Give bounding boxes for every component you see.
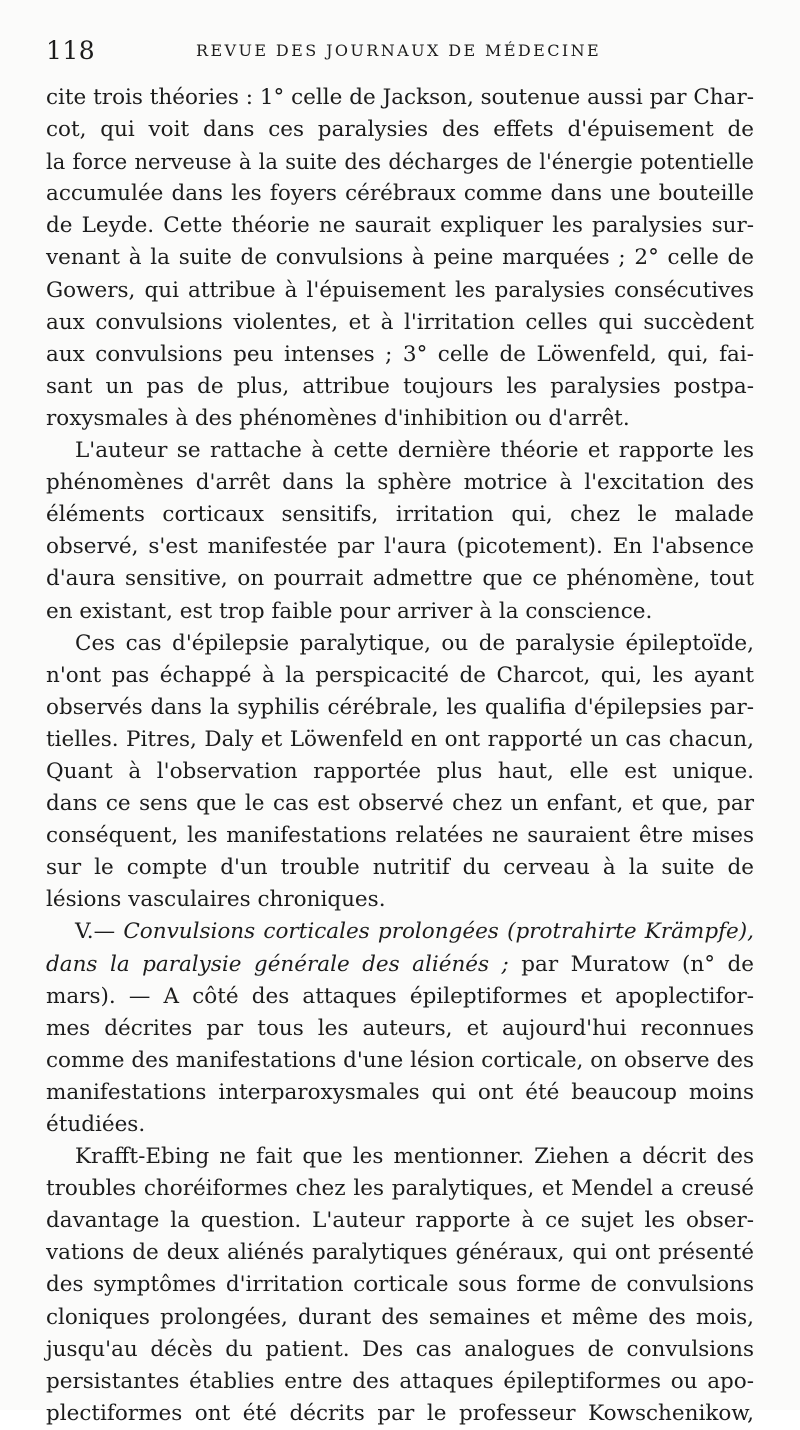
text-run: Gowers, qui attribue à l'épuisement les paralysies consécutives (46, 277, 754, 303)
text-run: jusqu'au décès du patient. Des cas analogues de convulsions (46, 1336, 754, 1362)
text-line (46, 1269, 754, 1301)
text-line (46, 1173, 754, 1205)
text-line (46, 1077, 754, 1109)
text-run: en existant, est trop faible pour arriver à la conscience. (46, 598, 653, 624)
text-line (46, 1366, 754, 1398)
text-line (46, 275, 754, 307)
text-line (46, 756, 754, 788)
text-run: Quant à l'observation rapportée plus haut, elle est unique. (46, 758, 754, 784)
text-line (46, 949, 754, 981)
text-run: par Muratow (n° de (508, 951, 754, 977)
text-run: aux convulsions peu intenses ; 3° celle de Löwenfeld, qui, fai- (46, 341, 754, 367)
text-line (46, 499, 754, 531)
text-line (46, 563, 754, 595)
text-line (46, 1205, 754, 1237)
text-run: Ces cas d'épilepsie paralytique, ou de paralysie épileptoïde, (75, 630, 754, 656)
italic-text-run: Convulsions corticales prolongées (protrahirte Krämpfe), (123, 919, 754, 945)
text-run: cot, qui voit dans ces paralysies des effets d'épuisement de (46, 117, 754, 143)
text-run: persistantes établies entre des attaques épileptiformes ou apo- (46, 1368, 754, 1394)
text-run: roxysmales à des phénomènes d'inhibition ou d'arrêt. (46, 405, 630, 431)
text-line (46, 146, 754, 178)
text-line (46, 660, 754, 692)
text-run: accumulée dans les foyers cérébraux comme dans une bouteille (46, 181, 754, 207)
page-number: 118 (46, 36, 96, 65)
text-run: troubles choréiformes chez les paralytiques, et Mendel a creusé (46, 1176, 754, 1202)
text-line (46, 1141, 754, 1173)
text-run: manifestations interparoxysmales qui ont été beaucoup moins (46, 1079, 754, 1105)
italic-text-run: dans la paralysie générale des aliénés ; (46, 951, 509, 977)
text-line (46, 1109, 754, 1141)
text-line (46, 788, 754, 820)
text-run: étudiées. (46, 1112, 146, 1137)
text-line (46, 435, 754, 467)
text-run: phénomènes d'arrêt dans la sphère motrice à l'excitation des (46, 470, 754, 496)
running-head: REVUE DES JOURNAUX DE MÉDECINE (196, 41, 602, 60)
body-text (46, 82, 754, 1430)
text-run: Krafft-Ebing ne fait que les mentionner. Ziehen a décrit des (75, 1144, 754, 1170)
text-run: L'auteur se rattache à cette dernière théorie et rapporte les (75, 438, 754, 464)
text-line (46, 1013, 754, 1045)
text-line (46, 210, 754, 242)
text-line (46, 531, 754, 563)
text-run: observés dans la syphilis cérébrale, les qualifia d'épilepsies par- (46, 694, 754, 720)
text-run: davantage la question. L'auteur rapporte à ce sujet les obser- (46, 1208, 754, 1234)
text-line (46, 178, 754, 210)
text-run: la force nerveuse à la suite des décharges de l'énergie potentielle (46, 150, 754, 175)
text-run: lésions vasculaires chroniques. (46, 887, 386, 913)
text-line (46, 307, 754, 339)
text-run: d'aura sensitive, on pourrait admettre que ce phénomène, tout (46, 566, 754, 592)
text-line (46, 852, 754, 884)
text-run: observé, s'est manifestée par l'aura (picotement). En l'absence (46, 534, 754, 560)
text-run: de Leyde. Cette théorie ne saurait expliquer les paralysies sur- (46, 213, 754, 239)
text-run: conséquent, les manifestations relatées ne sauraient être mises (46, 823, 754, 849)
text-line (46, 916, 754, 948)
text-run: n'ont pas échappé à la perspicacité de Charcot, qui, les ayant (46, 662, 754, 688)
text-run: cloniques prolongées, durant des semaines et même des mois, (46, 1304, 754, 1330)
text-line (46, 82, 754, 114)
text-run: cite trois théories : 1° celle de Jackson, soutenue aussi par Char- (46, 85, 754, 110)
text-run: sant un pas de plus, attribue toujours les paralysies postpa- (46, 373, 754, 399)
text-run: vations de deux aliénés paralytiques généraux, qui ont présenté (46, 1240, 754, 1266)
text-line (46, 242, 754, 274)
text-run: V.— (75, 919, 124, 945)
text-line (46, 1398, 754, 1430)
text-line (46, 884, 754, 916)
text-run: dans ce sens que le cas est observé chez un enfant, et que, par (46, 791, 754, 817)
text-line (46, 981, 754, 1013)
text-line (46, 467, 754, 499)
text-line (46, 1045, 754, 1077)
text-line (46, 692, 754, 724)
text-run: tielles. Pitres, Daly et Löwenfeld en ont rapporté un cas chacun, (46, 726, 754, 752)
text-line (46, 339, 754, 371)
text-line (46, 628, 754, 660)
text-run: comme des manifestations d'une lésion corticale, on observe des (46, 1047, 754, 1073)
text-run: éléments corticaux sensitifs, irritation qui, chez le malade (46, 502, 754, 528)
text-line (46, 1334, 754, 1366)
text-run: mes décrites par tous les auteurs, et aujourd'hui reconnues (46, 1015, 754, 1041)
text-run: mars). — A côté des attaques épileptiformes et apoplectifor- (46, 983, 754, 1009)
page-header (46, 36, 754, 70)
text-line (46, 1302, 754, 1334)
text-run: plectiformes ont été décrits par le professeur Kowschenikow, (46, 1400, 754, 1426)
text-line (46, 371, 754, 403)
text-run: sur le compte d'un trouble nutritif du cerveau à la suite de (46, 855, 754, 881)
text-run: aux convulsions violentes, et à l'irritation celles qui succèdent (46, 309, 754, 335)
text-line (46, 820, 754, 852)
text-run: venant à la suite de convulsions à peine marquées ; 2° celle de (46, 245, 754, 271)
text-line (46, 1237, 754, 1269)
text-line (46, 403, 754, 435)
text-line (46, 724, 754, 756)
text-line (46, 596, 754, 628)
text-line (46, 114, 754, 146)
text-run: des symptômes d'irritation corticale sous forme de convulsions (46, 1272, 754, 1298)
